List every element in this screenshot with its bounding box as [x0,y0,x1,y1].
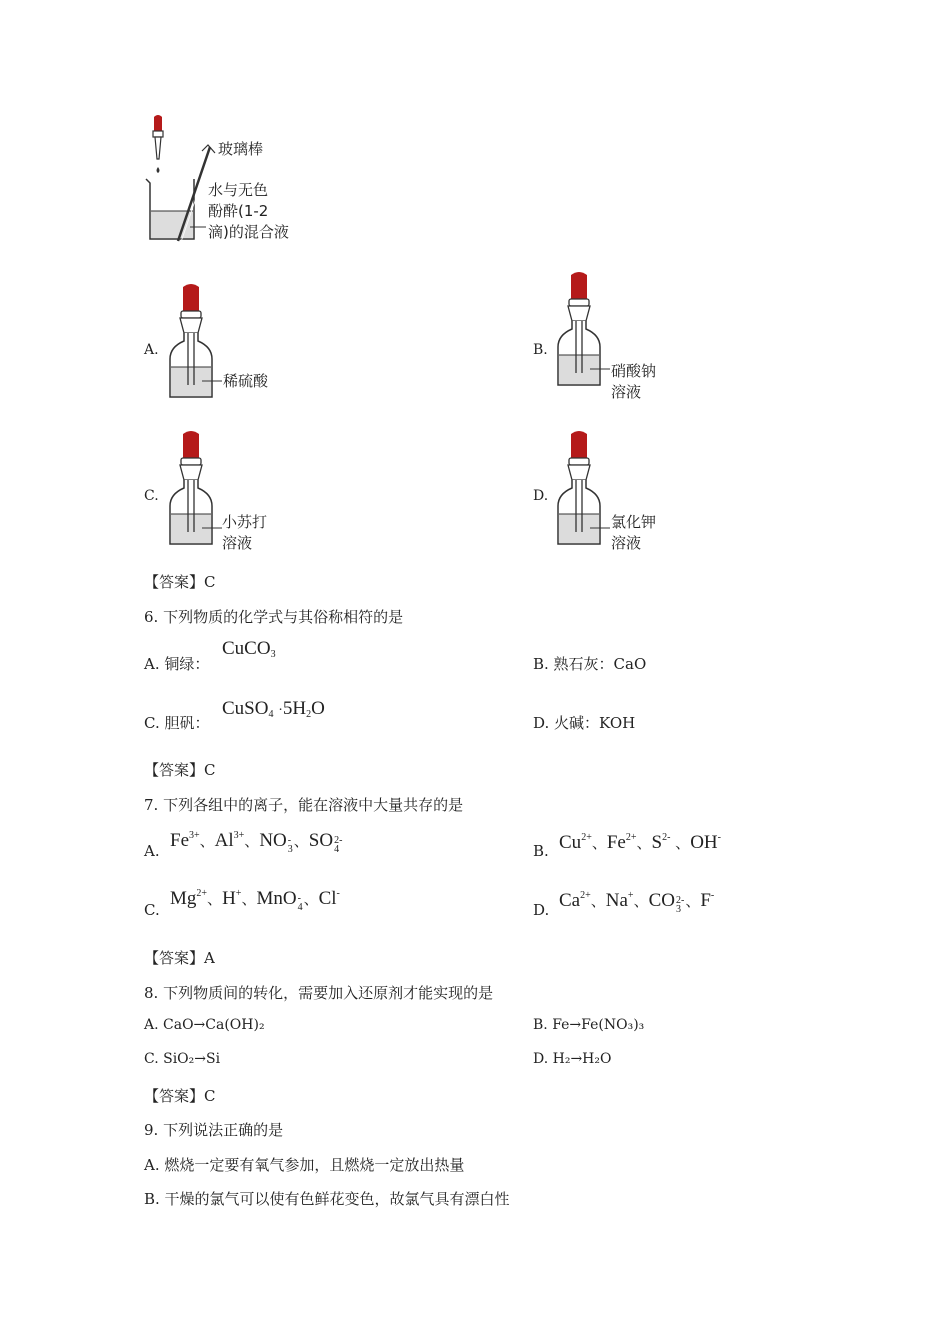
mixture-label: 水与无色 酚酔(1-2 滴)的混合液 [208,181,289,241]
q8-option-d: D. H₂→H₂O [533,1051,612,1067]
q7-option-d-ions: $Ca^{2+}$、Na+、CO 2- 3 、F- [559,890,715,915]
dropper-bottle-icon [166,432,216,548]
separator: 、 [591,836,607,852]
q8-option-c: C. SiO₂→Si [144,1051,221,1067]
q6-option-c: C. 胆矾： [144,714,210,732]
dropper-bottle-icon [554,432,604,548]
formula-cuso4-5h2o: CuSO$_4$ $\cdot 5H_2O$ [222,698,325,720]
q6-answer: 【答案】C [144,761,216,779]
q7-option-c-letter: C. [144,901,160,919]
separator: 、 [636,836,652,852]
glass-rod-label: 玻璃棒 [218,140,264,158]
q9-option-b: B. 干燥的氯气可以使有色鲜花变色，故氯气具有漂白性 [144,1190,510,1208]
q9-stem: 9. 下列说法正确的是 [144,1121,284,1139]
separator: 、 [244,834,260,850]
separator: 、 [590,894,606,910]
separator: 、 [293,834,309,850]
q7-option-d-letter: D. [533,901,550,919]
separator: 、 [633,894,649,910]
q9-option-a: A. 燃烧一定要有氧气参加，且燃烧一定放出热量 [144,1156,465,1174]
q8-option-a: A. CaO→Ca(OH)₂ [144,1017,265,1033]
separator: 、 [685,894,701,910]
dropper-bottle-icon [554,273,604,389]
reagent-label: 氯化钾 溶液 [611,513,657,552]
dropper-bottle-icon [166,285,216,401]
separator: 、 [675,836,691,852]
separator: 、 [303,892,319,908]
separator: 、 [241,892,257,908]
q8-answer: 【答案】C [144,1087,216,1105]
reagent-label: 小苏打 溶液 [222,513,268,552]
q6-stem: 6. 下列物质的化学式与其俗称相符的是 [144,608,404,626]
separator: 、 [207,892,223,908]
option-letter: D. [533,488,549,504]
q6-option-b: B. 熟石灰：CaO [533,655,647,673]
formula-cuco3: CuCO$_3$ [222,638,276,660]
q7-answer: 【答案】A [144,949,215,967]
q7-option-a-ions: $Fe^{3+}$、$Al^{3+}$、NO - 3 、SO 2- 4 [170,830,343,855]
option-letter: B. [533,342,548,358]
q7-option-b-ions: $Cu^{2+}$、$Fe^{2+}$、$S^{2-}$ 、OH- [559,832,721,853]
q6-option-a: A. 铜绿： [144,655,210,673]
q7-option-b-letter: B. [533,842,549,860]
q7-option-a-letter: A. [144,842,160,860]
option-letter: A. [144,342,159,358]
q6-option-d: D. 火碱：KOH [533,714,636,732]
reagent-label: 稀硫酸 [223,372,269,390]
reagent-label: 硝酸钠 溶液 [611,362,657,401]
q8-stem: 8. 下列物质间的转化，需要加入还原剂才能实现的是 [144,984,494,1002]
separator: 、 [199,834,215,850]
q7-stem: 7. 下列各组中的离子，能在溶液中大量共存的是 [144,796,464,814]
q8-option-b: B. Fe→Fe(NO₃)₃ [533,1017,645,1033]
q5-answer: 【答案】C [144,573,216,591]
q7-option-c-ions: $Mg^{2+}$、H+、MnO - 4 、Cl- [170,888,340,913]
option-letter: C. [144,488,159,504]
